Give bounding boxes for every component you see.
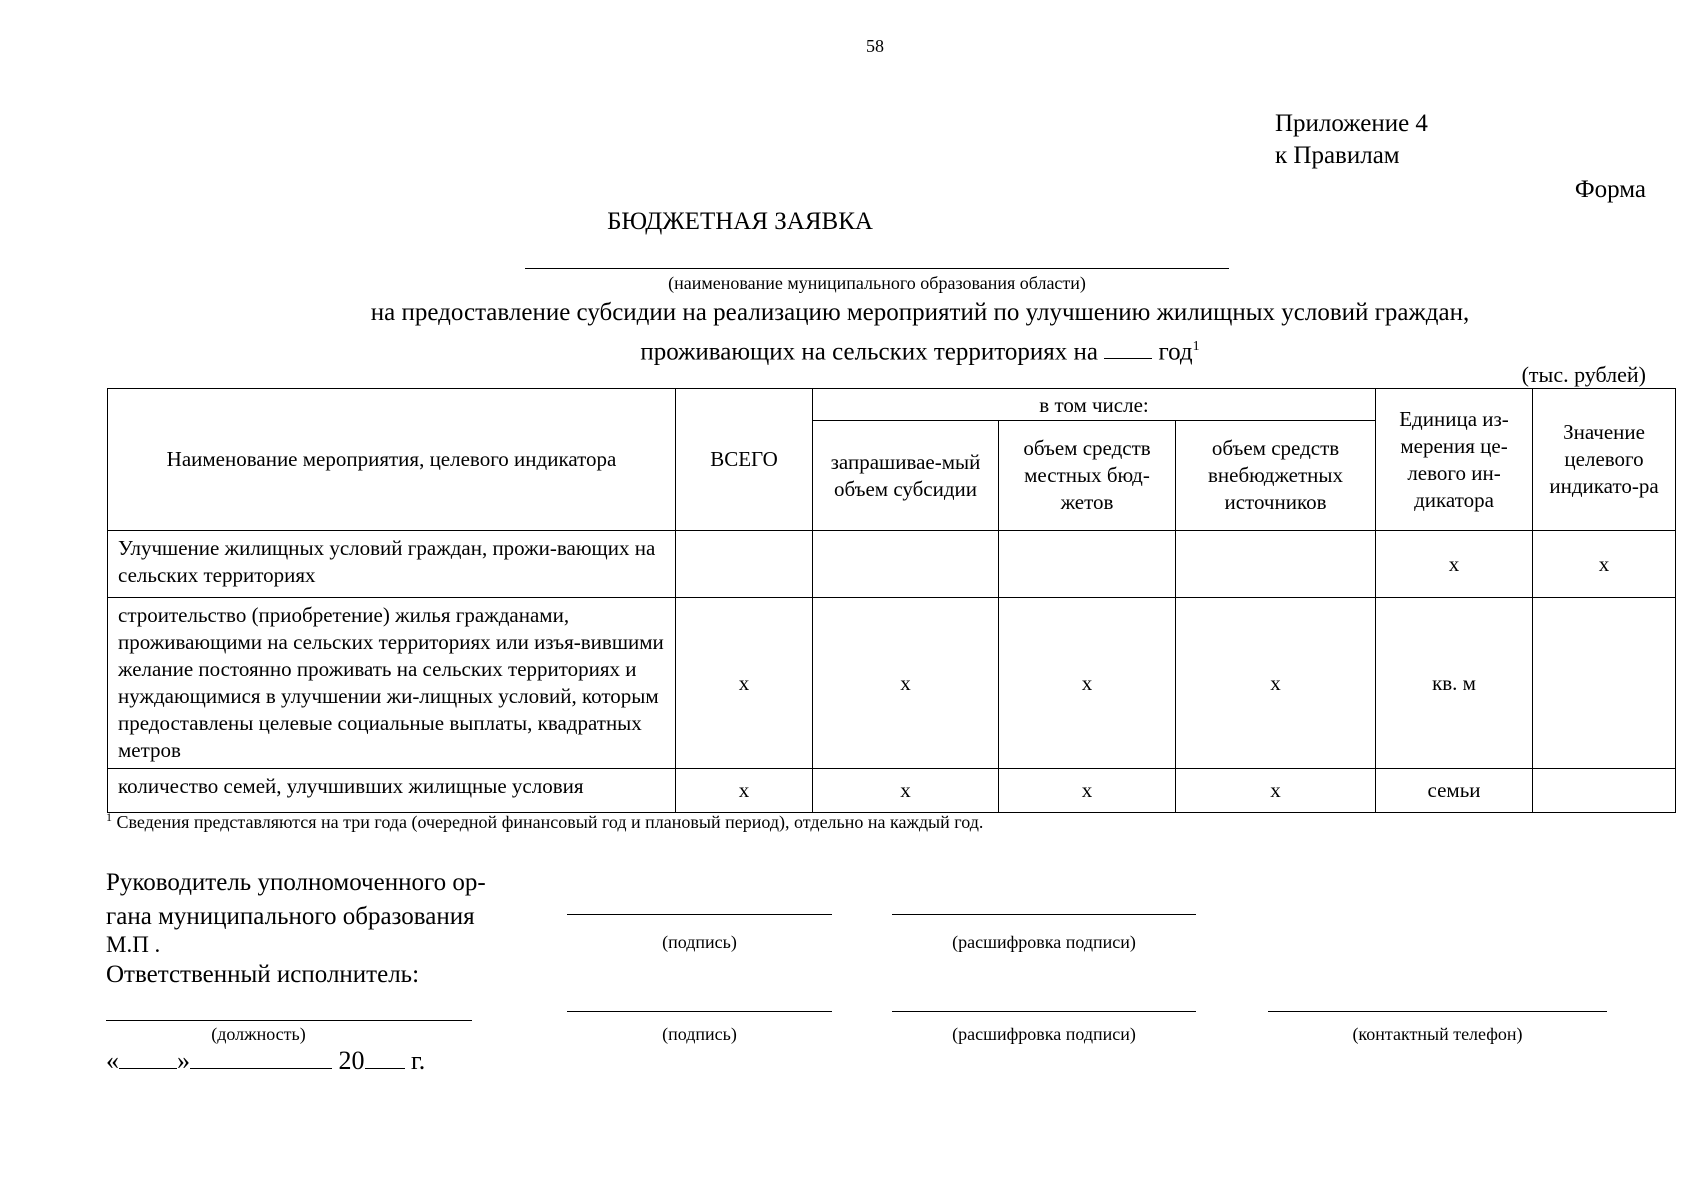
- cell-value: x: [1533, 531, 1676, 598]
- appendix-line-1: Приложение 4: [1275, 110, 1428, 137]
- position-caption: (должность): [211, 1024, 306, 1044]
- page-number: 58: [866, 36, 884, 56]
- footnote-text: Сведения представляются на три года (очередной финансовый год и плановый период), отдельно на каждый год.: [116, 812, 984, 832]
- executive-decoding-field[interactable]: [892, 1011, 1196, 1012]
- units-label: (тыс. рублей): [1521, 362, 1646, 387]
- form-label: Форма: [1574, 176, 1646, 203]
- municipality-name-field[interactable]: [525, 268, 1229, 269]
- head-decoding-field[interactable]: [892, 914, 1196, 915]
- date-open-quote: «: [106, 1046, 119, 1075]
- head-label-line-2: гана муниципального образования: [106, 903, 475, 930]
- executive-label: Ответственный исполнитель:: [106, 961, 420, 988]
- footnote-number: 1: [106, 810, 112, 824]
- cell-local: x: [999, 769, 1176, 813]
- cell-requested: x: [813, 769, 999, 813]
- row-name: строительство (приобретение) жилья гражданами, проживающими на сельских территориях или изъя-вившими желание постоянно проживать на сельских территориях и нуждающимися в улучшении жи-лищных условий, которым предоставлены целевые социальные выплаты, квадратных метров: [108, 598, 676, 769]
- cell-total[interactable]: [676, 531, 813, 598]
- table-row: [108, 598, 1676, 769]
- stamp-place-label: М.П .: [106, 932, 161, 957]
- cell-extra[interactable]: [1176, 531, 1376, 598]
- table-row: [108, 769, 1676, 813]
- cell-local: x: [999, 598, 1176, 769]
- header-requested: запрашивае-мый объем субсидии: [813, 421, 999, 531]
- date-close-quote: »: [177, 1046, 190, 1075]
- subtitle-line-2: [0, 330, 1697, 369]
- document-title: БЮДЖЕТНАЯ ЗАЯВКА: [607, 208, 873, 235]
- year-prefix: 20: [338, 1046, 365, 1075]
- footnote-mark: 1: [1192, 339, 1200, 354]
- executive-position-field[interactable]: [106, 1020, 472, 1021]
- header-value: Значение целевого индикато-ра: [1533, 389, 1676, 531]
- header-including: в том числе:: [813, 389, 1376, 421]
- subtitle-line-2-text: проживающих на сельских территориях на: [640, 338, 1098, 366]
- subtitle-line-1: на предоставление субсидии на реализацию мероприятий по улучшению жилищных условий граждан,: [370, 299, 1470, 326]
- cell-local[interactable]: [999, 531, 1176, 598]
- header-local: объем средств местных бюд-жетов: [999, 421, 1176, 531]
- date-line: [106, 1046, 425, 1076]
- cell-value[interactable]: [1533, 598, 1676, 769]
- day-blank-field[interactable]: [119, 1046, 177, 1069]
- header-unit: Единица из-мерения це-левого ин-дикатора: [1376, 389, 1533, 531]
- year-suffix-label: г.: [411, 1046, 426, 1075]
- cell-extra: x: [1176, 598, 1376, 769]
- cell-requested[interactable]: [813, 531, 999, 598]
- cell-requested: x: [813, 598, 999, 769]
- head-signature-caption: (подпись): [662, 932, 737, 952]
- head-label-line-1: Руководитель уполномоченного ор-: [106, 869, 486, 896]
- head-signature-field[interactable]: [567, 914, 832, 915]
- cell-total: x: [676, 598, 813, 769]
- header-extra: объем средств внебюджетных источников: [1176, 421, 1376, 531]
- footnote: [106, 810, 983, 833]
- year-suffix-blank-field[interactable]: [365, 1046, 405, 1069]
- cell-unit: семьи: [1376, 769, 1533, 813]
- subtitle-year-word: год: [1158, 338, 1193, 366]
- executive-signature-field[interactable]: [567, 1011, 832, 1012]
- header-total: ВСЕГО: [676, 389, 813, 531]
- appendix-reference: [1275, 108, 1428, 172]
- budget-table: [107, 388, 1676, 813]
- month-blank-field[interactable]: [190, 1046, 332, 1069]
- phone-caption: (контактный телефон): [1352, 1024, 1523, 1044]
- municipality-caption: (наименование муниципального образования области): [668, 273, 1086, 293]
- cell-value[interactable]: [1533, 769, 1676, 813]
- row-name: Улучшение жилищных условий граждан, прожи-вающих на сельских территориях: [108, 531, 676, 598]
- document-subtitle: [0, 296, 1697, 369]
- table-row: [108, 531, 1676, 598]
- year-blank-field[interactable]: [1104, 336, 1152, 359]
- header-name: Наименование мероприятия, целевого индикатора: [108, 389, 676, 531]
- cell-extra: x: [1176, 769, 1376, 813]
- head-decoding-caption: (расшифровка подписи): [952, 932, 1136, 952]
- head-of-authority-label: [106, 866, 486, 934]
- executive-signature-caption: (подпись): [662, 1024, 737, 1044]
- cell-unit: x: [1376, 531, 1533, 598]
- executive-decoding-caption: (расшифровка подписи): [952, 1024, 1136, 1044]
- row-name: количество семей, улучшивших жилищные условия: [108, 769, 676, 813]
- contact-phone-field[interactable]: [1268, 1011, 1607, 1012]
- cell-unit: кв. м: [1376, 598, 1533, 769]
- cell-total: x: [676, 769, 813, 813]
- appendix-line-2: к Правилам: [1275, 142, 1400, 169]
